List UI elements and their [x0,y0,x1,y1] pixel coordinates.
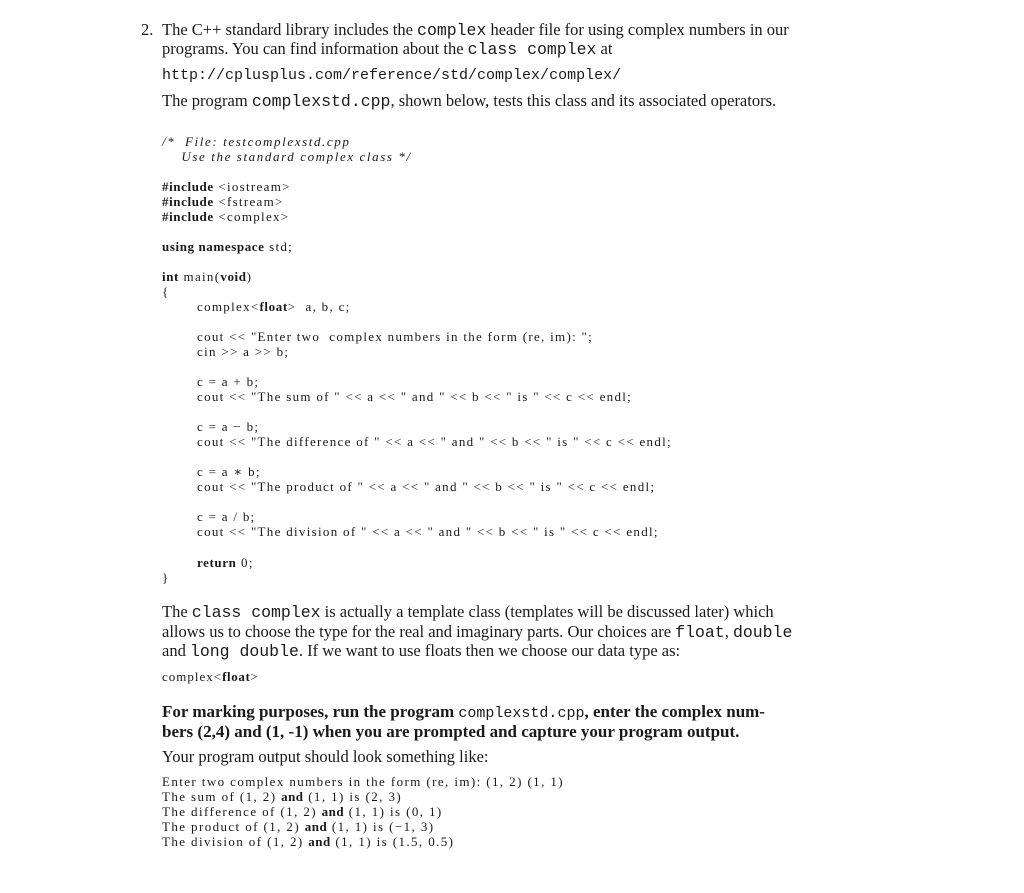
code-text: > a, b, c; [287,299,351,314]
code-line-include [162,209,289,224]
output-text: (1, 1) is (0, 1) [344,804,443,819]
inline-code: complexstd.cpp [458,705,585,722]
explanation-line-2 [162,622,792,643]
intro-text: The C++ standard library includes the [162,20,418,39]
code-line: c = a ∗ b; [197,464,261,479]
code-text: ) [246,269,253,284]
intro-text: at [596,39,613,58]
code-comment: Use the standard complex class */ [162,149,412,164]
code-keyword: float [259,299,288,314]
code-keyword: #include [162,179,214,194]
explanation-line-1 [162,602,774,623]
code-line-main [162,269,252,284]
code-text: complex< [162,669,223,684]
code-close-brace: } [162,570,170,585]
output-text: (1, 1) is (2, 3) [303,789,403,804]
output-keyword: and [281,789,304,804]
intro-line-1 [162,20,789,41]
code-text: std; [264,239,294,254]
marking-line-3: Your program output should look something like: [162,747,489,766]
inline-code: complex [417,21,487,40]
output-keyword: and [308,834,331,849]
code-keyword: void [220,269,247,284]
code-text: 0; [236,555,254,570]
output-text: (1, 1) is (1.5, 0.5) [330,834,455,849]
code-line: c = a − b; [197,419,260,434]
code-line: cin >> a >> b; [197,344,290,359]
output-line [162,834,454,849]
code-text: <complex> [213,209,290,224]
explanation-text: allows us to choose the type for the real and imaginary parts. Our choices are [162,622,676,641]
intro-line-2 [162,39,612,60]
inline-code: class complex [191,603,321,622]
explanation-text: The [162,602,192,621]
code-line: cout << "The product of " << a << " and " << b << " is " << c << endl; [197,479,656,494]
code-line-include [162,179,291,194]
code-open-brace: { [162,284,170,299]
output-keyword: and [321,804,345,819]
inline-code: double [732,623,793,642]
inline-code: float [675,623,725,642]
code-text: > [250,669,259,684]
output-text: The sum of (1, 2) [162,789,282,804]
output-text: The division of (1, 2) [162,834,309,849]
code-line: c = a + b; [197,374,260,389]
code-line: cout << "The division of " << a << " and " << b << " is " << c << endl; [197,524,659,539]
output-text: The product of (1, 2) [162,819,305,834]
code-keyword: int [162,269,179,284]
code-keyword: return [197,555,237,570]
code-comment: /* File: testcomplexstd.cpp [162,134,351,149]
marking-line-1 [162,702,765,724]
explanation-text: . If we want to use floats then we choose our data type as: [298,641,681,660]
intro-text: header file for using complex numbers in our [486,20,789,39]
code-keyword: float [222,669,251,684]
code-line-using [162,239,293,254]
intro-text: The program [162,91,252,110]
code-line: cout << "The difference of " << a << " and " << b << " is " << c << endl; [197,434,672,449]
explanation-line-3 [162,641,680,662]
inline-code: class complex [467,40,597,59]
inline-code: long double [189,642,299,661]
code-text: complex< [197,299,260,314]
intro-text: , shown below, tests this class and its associated operators. [390,91,777,110]
code-keyword: #include [162,194,214,209]
explanation-text: , [724,622,733,641]
output-line [162,819,434,834]
code-text: <iostream> [213,179,291,194]
intro-text: programs. You can find information about the [162,39,468,58]
reference-url: http://cplusplus.com/reference/std/complex/complex/ [162,67,622,84]
code-text: <fstream> [213,194,284,209]
code-line: c = a / b; [197,509,256,524]
marking-text: , enter the complex num- [584,702,765,721]
code-line-include [162,194,284,209]
explanation-text: is actually a template class (templates will be discussed later) which [320,602,774,621]
intro-line-4 [162,91,776,112]
code-text: main( [178,269,221,284]
code-line: cout << "Enter two complex numbers in the form (re, im): "; [197,329,594,344]
code-line: cout << "The sum of " << a << " and " << b << " is " << c << endl; [197,389,633,404]
problem-number: 2. [141,20,154,39]
type-example [162,669,259,684]
code-keyword: #include [162,209,214,224]
explanation-text: and [162,641,190,660]
code-keyword: using namespace [162,239,265,254]
code-line-decl [197,299,351,314]
output-line: Enter two complex numbers in the form (re, im): (1, 2) (1, 1) [162,774,565,789]
output-keyword: and [304,819,328,834]
inline-code: complexstd.cpp [251,92,391,111]
code-line-return [197,555,254,570]
output-text: The difference of (1, 2) [162,804,322,819]
output-line [162,789,402,804]
output-line [162,804,443,819]
output-text: (1, 1) is (−1, 3) [327,819,435,834]
marking-line-2: bers (2,4) and (1, -1) when you are prompted and capture your program output. [162,722,740,741]
marking-text: For marking purposes, run the program [162,702,459,721]
